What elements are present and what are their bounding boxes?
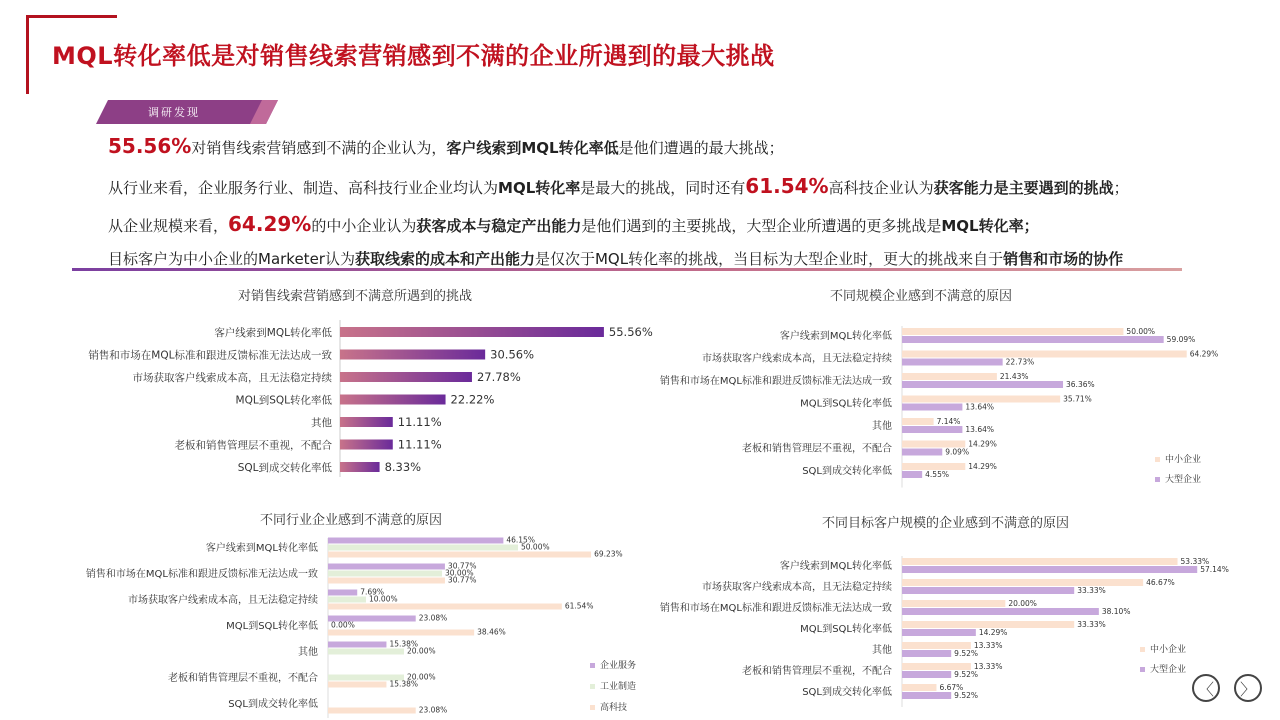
chart3-value-label: 20.00% xyxy=(407,646,436,656)
chart4-bar xyxy=(902,629,976,636)
chart4-legend-label: 大型企业 xyxy=(1150,665,1187,675)
chart2-category-label: 市场获取客户线索成本高，且无法稳定持续 xyxy=(702,353,892,365)
chart3-legend-swatch xyxy=(590,663,595,668)
chart2-bar xyxy=(902,404,962,411)
chart2-value-label: 14.29% xyxy=(968,462,997,471)
chart1-value-label: 11.11% xyxy=(397,415,442,429)
chart1-bar xyxy=(340,395,446,405)
chart4-bar xyxy=(902,608,1099,615)
chart2-bar xyxy=(902,463,965,470)
chart4-category-label: 其他 xyxy=(872,645,892,656)
chart-by-size xyxy=(630,318,1250,488)
chart4-bar xyxy=(902,663,971,670)
chart4-bar xyxy=(902,684,936,691)
chart3-legend-label: 企业服务 xyxy=(600,661,637,671)
chart3-bar xyxy=(328,597,366,603)
chart2-legend-swatch xyxy=(1155,457,1160,462)
chart2-category-label: MQL到SQL转化率低 xyxy=(800,398,892,410)
chart3-bar xyxy=(328,682,386,688)
chart1-bar xyxy=(340,372,472,382)
chart1-bar xyxy=(340,440,393,450)
chart2-value-label: 59.09% xyxy=(1166,335,1196,344)
chart4-category-label: 市场获取客户线索成本高，且无法稳定持续 xyxy=(702,582,892,593)
chart4-value-label: 33.33% xyxy=(1077,586,1106,595)
chart2-bar xyxy=(902,471,922,478)
chart2-bar xyxy=(902,328,1123,335)
chart4-bar xyxy=(902,621,1074,628)
next-button[interactable]: 〉 xyxy=(1234,674,1262,702)
chart1-category-label: 其他 xyxy=(311,417,332,429)
chart1-category-label: SQL到成交转化率低 xyxy=(237,462,332,474)
chart-overall xyxy=(30,312,670,482)
chart3-category-label: SQL到成交转化率低 xyxy=(228,699,318,710)
chart1-category-label: 市场获取客户线索成本高，且无法稳定持续 xyxy=(132,372,332,384)
finding-1: 55.56%对销售线索营销感到不满的企业认为，客户线索到MQL转化率低是他们遭遇的最大挑战； xyxy=(108,134,784,158)
chart2-bar xyxy=(902,359,1003,366)
chart3-bar xyxy=(328,552,591,558)
chart2-bar xyxy=(902,336,1164,343)
chart4-value-label: 20.00% xyxy=(1008,599,1037,608)
prev-button[interactable]: 〈 xyxy=(1192,674,1220,702)
page-title: MQL转化率低是对销售线索营销感到不满的企业所遇到的最大挑战 xyxy=(52,42,775,70)
chart4-bar xyxy=(902,692,951,699)
chart3-category-label: 老板和销售管理层不重视，不配合 xyxy=(168,673,318,684)
chart1-bar xyxy=(340,417,393,427)
chart4-category-label: 销售和市场在MQL标准和跟进反馈标准无法达成一致 xyxy=(659,603,892,614)
chart2-category-label: SQL到成交转化率低 xyxy=(802,466,892,477)
chart3-value-label: 50.00% xyxy=(521,542,550,552)
chart3-legend-swatch xyxy=(590,705,595,710)
finding-2: 从行业来看，企业服务行业、制造、高科技行业企业均认为MQL转化率是最大的挑战，同时还有61.54%高科技企业认为获客能力是主要遇到的挑战； xyxy=(108,174,1129,198)
chart-by-target-size xyxy=(630,552,1250,710)
finding-3: 从企业规模来看，64.29%的中小企业认为获客成本与稳定产出能力是他们遇到的主要挑战，大型企业所遭遇的更多挑战是MQL转化率； xyxy=(108,212,1039,236)
chart3-bar xyxy=(328,630,474,636)
chart3-value-label: 10.00% xyxy=(369,594,398,604)
chart1-category-label: 客户线索到MQL转化率低 xyxy=(214,327,332,339)
chart3-value-label: 61.54% xyxy=(564,601,594,611)
chart4-value-label: 57.14% xyxy=(1200,565,1229,574)
chart2-value-label: 50.00% xyxy=(1126,327,1156,336)
chart3-category-label: 销售和市场在MQL标准和跟进反馈标准无法达成一致 xyxy=(85,569,318,580)
chart2-bar xyxy=(902,418,934,425)
chart3-bar xyxy=(328,642,386,648)
chart4-value-label: 9.52% xyxy=(954,670,979,679)
chart3-legend-label: 工业制造 xyxy=(600,682,637,692)
chart3-category-label: 其他 xyxy=(298,647,318,658)
chart1-bar xyxy=(340,350,485,360)
chart2-bar xyxy=(902,396,1060,403)
chart4-value-label: 33.33% xyxy=(1077,620,1106,629)
chart3-legend-label: 高科技 xyxy=(600,703,628,713)
finding-4: 目标客户为中小企业的Marketer认为获取线索的成本和产出能力是仅次于MQL转化率的挑战，当目标为大型企业时，更大的挑战来自于销售和市场的协作 xyxy=(108,250,1124,268)
chart4-bar xyxy=(902,650,951,657)
chart3-value-label: 30.77% xyxy=(447,575,477,585)
chart4-bar xyxy=(902,600,1005,607)
chart4-bar xyxy=(902,642,971,649)
chart2-value-label: 14.29% xyxy=(968,439,997,449)
chart3-bar xyxy=(328,564,445,570)
chart2-value-label: 9.09% xyxy=(945,447,970,457)
chart4-legend-swatch xyxy=(1140,667,1145,672)
chart3-value-label: 23.08% xyxy=(418,613,448,623)
chart2-category-label: 销售和市场在MQL标准和跟进反馈标准无法达成一致 xyxy=(659,376,892,387)
chart2-legend-label: 中小企业 xyxy=(1165,455,1202,465)
chart4-category-label: 客户线索到MQL转化率低 xyxy=(779,561,892,572)
chart2-value-label: 22.73% xyxy=(1005,357,1035,367)
chart4-category-label: SQL到成交转化率低 xyxy=(802,687,892,698)
chart3-value-label: 7.69% xyxy=(360,587,385,597)
chart1-category-label: 销售和市场在MQL标准和跟进反馈标准无法达成一致 xyxy=(88,349,332,362)
chart1-bar xyxy=(340,327,604,337)
chart1-category-label: 老板和销售管理层不重视，不配合 xyxy=(174,439,332,452)
chart4-value-label: 38.10% xyxy=(1101,607,1131,616)
chart4-bar xyxy=(902,566,1197,573)
chart3-value-label: 30.77% xyxy=(447,561,477,571)
section-divider xyxy=(72,268,1182,271)
chart4-bar xyxy=(902,558,1178,565)
chart2-bar xyxy=(902,381,1063,388)
chart4-value-label: 9.52% xyxy=(954,649,979,658)
chart4-category-label: MQL到SQL转化率低 xyxy=(800,624,892,635)
chart2-value-label: 13.64% xyxy=(965,425,995,434)
chart1-bar xyxy=(340,462,380,472)
chart4-value-label: 46.67% xyxy=(1146,578,1175,587)
chart3-category-label: 市场获取客户线索成本高，且无法稳定持续 xyxy=(128,595,318,606)
chart-by-industry xyxy=(30,532,670,718)
chart2-category-label: 老板和销售管理层不重视，不配合 xyxy=(742,443,892,455)
chart1-value-label: 11.11% xyxy=(397,437,442,452)
chart3-value-label: 38.46% xyxy=(477,627,506,637)
chart2-value-label: 35.71% xyxy=(1063,394,1092,404)
chart4-title: 不同目标客户规模的企业感到不满意的原因 xyxy=(822,516,1070,531)
chart2-bar xyxy=(902,351,1187,358)
chart2-value-label: 64.29% xyxy=(1189,349,1219,359)
chart2-category-label: 其他 xyxy=(872,421,892,432)
chart4-value-label: 9.52% xyxy=(954,691,979,700)
chart4-value-label: 13.33% xyxy=(973,662,1003,671)
chart4-value-label: 13.33% xyxy=(973,641,1003,650)
chart2-title: 不同规模企业感到不满意的原因 xyxy=(830,289,1013,304)
chart2-value-label: 21.43% xyxy=(999,372,1029,381)
chart1-value-label: 8.33% xyxy=(384,460,422,474)
chart1-value-label: 55.56% xyxy=(608,325,653,339)
chart2-bar xyxy=(902,373,997,380)
chart3-bar xyxy=(328,649,404,655)
chart4-legend-swatch xyxy=(1140,647,1145,652)
chart2-value-label: 36.36% xyxy=(1066,380,1095,389)
chart4-category-label: 老板和销售管理层不重视，不配合 xyxy=(742,666,892,677)
chart3-value-label: 30.00% xyxy=(445,568,474,578)
chart3-value-label: 69.23% xyxy=(594,549,623,559)
chart3-value-label: 20.00% xyxy=(407,672,436,682)
chart2-bar xyxy=(902,449,942,456)
chart3-bar xyxy=(328,545,518,551)
chart3-bar xyxy=(328,571,442,577)
chart3-value-label: 46.15% xyxy=(506,535,535,545)
chart3-value-label: 15.38% xyxy=(389,679,419,689)
chart1-value-label: 27.78% xyxy=(476,370,521,384)
chart3-value-label: 15.38% xyxy=(389,639,419,649)
chart4-value-label: 53.33% xyxy=(1180,557,1210,566)
tag-label: 调研发现 xyxy=(148,106,200,119)
chart2-legend-label: 大型企业 xyxy=(1165,475,1202,485)
chart1-value-label: 22.22% xyxy=(450,392,495,407)
chart4-bar xyxy=(902,587,1074,594)
chart1-title: 对销售线索营销感到不满意所遇到的挑战 xyxy=(238,289,473,304)
chart2-bar xyxy=(902,426,962,433)
chart4-legend-label: 中小企业 xyxy=(1150,645,1187,655)
chart3-value-label: 23.08% xyxy=(418,705,448,715)
chart3-legend-swatch xyxy=(590,684,595,689)
chart2-value-label: 13.64% xyxy=(965,402,995,412)
chart4-bar xyxy=(902,671,951,678)
chart3-bar xyxy=(328,708,416,714)
chart3-category-label: 客户线索到MQL转化率低 xyxy=(205,543,318,554)
chart3-bar xyxy=(328,590,357,596)
chart2-value-label: 4.55% xyxy=(925,470,949,479)
chart3-bar xyxy=(328,578,445,584)
chart2-category-label: 客户线索到MQL转化率低 xyxy=(779,331,892,342)
chart2-bar xyxy=(902,441,965,448)
chart3-bar xyxy=(328,538,503,544)
chart3-category-label: MQL到SQL转化率低 xyxy=(226,621,318,632)
chart4-value-label: 14.29% xyxy=(978,628,1008,637)
chart1-value-label: 30.56% xyxy=(490,347,535,362)
chart3-bar xyxy=(328,604,562,610)
chart2-value-label: 7.14% xyxy=(936,417,961,426)
chart3-title: 不同行业企业感到不满意的原因 xyxy=(260,513,443,528)
chart3-value-label: 0.00% xyxy=(331,620,355,630)
chart2-legend-swatch xyxy=(1155,477,1160,482)
chart4-bar xyxy=(902,579,1143,586)
chart4-value-label: 6.67% xyxy=(939,683,964,692)
chart1-category-label: MQL到SQL转化率低 xyxy=(235,394,332,407)
